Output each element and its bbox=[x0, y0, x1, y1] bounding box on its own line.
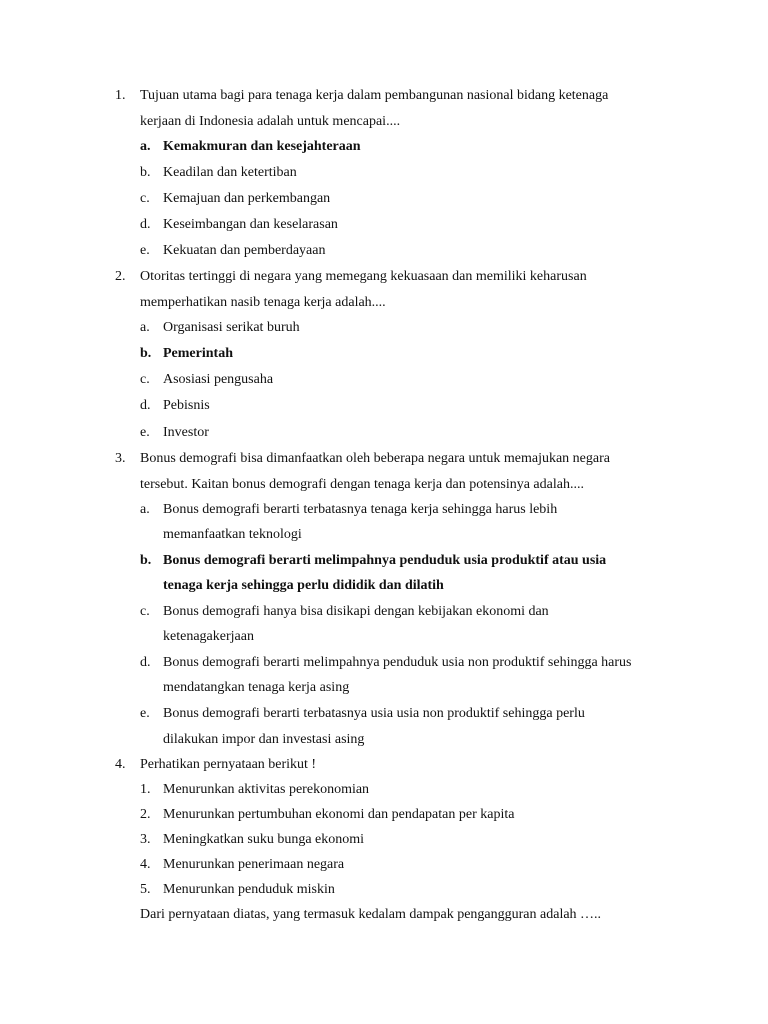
question-number: 4. bbox=[115, 757, 126, 772]
statement-number: 1. bbox=[140, 782, 151, 797]
option-letter: c. bbox=[140, 604, 150, 619]
question-text: Bonus demografi bisa dimanfaatkan oleh beberapa negara untuk memajukan negara bbox=[140, 451, 610, 466]
statement-text: Meningkatkan suku bunga ekonomi bbox=[163, 832, 365, 847]
option-letter: d. bbox=[140, 655, 151, 670]
option-text: Bonus demografi berarti terbatasnya tenaga kerja sehingga harus lebih bbox=[163, 502, 558, 517]
option-text: Pebisnis bbox=[163, 398, 210, 413]
statement-number: 5. bbox=[140, 882, 151, 897]
option-letter: c. bbox=[140, 191, 150, 206]
statement-number: 2. bbox=[140, 807, 151, 822]
option-text: Keadilan dan ketertiban bbox=[163, 165, 297, 180]
option-text: Pemerintah bbox=[163, 346, 233, 361]
question-number: 3. bbox=[115, 451, 126, 466]
option-letter: a. bbox=[140, 502, 150, 517]
question-text: Perhatikan pernyataan berikut ! bbox=[140, 757, 317, 772]
option-letter: d. bbox=[140, 217, 151, 232]
question-text: kerjaan di Indonesia adalah untuk mencapai.... bbox=[140, 114, 401, 129]
option-text: Organisasi serikat buruh bbox=[163, 320, 300, 335]
option-text: Bonus demografi berarti melimpahnya penduduk usia non produktif sehingga harus bbox=[163, 655, 632, 670]
statement-text: Menurunkan pertumbuhan ekonomi dan pendapatan per kapita bbox=[163, 807, 515, 822]
statement-number: 4. bbox=[140, 857, 151, 872]
question-text: tersebut. Kaitan bonus demografi dengan tenaga kerja dan potensinya adalah.... bbox=[140, 477, 584, 492]
option-letter: b. bbox=[140, 165, 151, 180]
option-letter: b. bbox=[140, 346, 152, 361]
option-text: Kekuatan dan pemberdayaan bbox=[163, 243, 326, 258]
option-letter: e. bbox=[140, 243, 150, 258]
option-letter: a. bbox=[140, 139, 151, 154]
option-text: Keseimbangan dan keselarasan bbox=[163, 217, 338, 232]
statement-text: Menurunkan aktivitas perekonomian bbox=[163, 782, 370, 797]
question-text: Tujuan utama bagi para tenaga kerja dalam pembangunan nasional bidang ketenaga bbox=[140, 88, 609, 103]
option-letter: d. bbox=[140, 398, 151, 413]
option-text: dilakukan impor dan investasi asing bbox=[163, 732, 365, 747]
option-text: memanfaatkan teknologi bbox=[163, 527, 302, 542]
option-text: ketenagakerjaan bbox=[163, 629, 254, 644]
option-text: mendatangkan tenaga kerja asing bbox=[163, 680, 350, 695]
question-closing: Dari pernyataan diatas, yang termasuk kedalam dampak pengangguran adalah ….. bbox=[140, 907, 602, 922]
question-number: 2. bbox=[115, 269, 126, 284]
statement-text: Menurunkan penduduk miskin bbox=[163, 882, 335, 897]
option-text: tenaga kerja sehingga perlu dididik dan dilatih bbox=[163, 578, 444, 593]
option-text: Kemajuan dan perkembangan bbox=[163, 191, 331, 206]
option-text: Bonus demografi hanya bisa disikapi dengan kebijakan ekonomi dan bbox=[163, 604, 549, 619]
option-text: Asosiasi pengusaha bbox=[163, 372, 274, 387]
option-letter: e. bbox=[140, 425, 150, 440]
option-text: Bonus demografi berarti melimpahnya penduduk usia produktif atau usia bbox=[163, 553, 607, 568]
option-text: Investor bbox=[163, 425, 209, 440]
question-number: 1. bbox=[115, 88, 126, 103]
statement-text: Menurunkan penerimaan negara bbox=[163, 857, 345, 872]
question-text: Otoritas tertinggi di negara yang memegang kekuasaan dan memiliki keharusan bbox=[140, 269, 587, 284]
option-text: Kemakmuran dan kesejahteraan bbox=[163, 139, 361, 154]
question-text: memperhatikan nasib tenaga kerja adalah.... bbox=[140, 295, 386, 310]
option-letter: c. bbox=[140, 372, 150, 387]
option-letter: a. bbox=[140, 320, 150, 335]
option-text: Bonus demografi berarti terbatasnya usia usia non produktif sehingga perlu bbox=[163, 706, 585, 721]
option-letter: b. bbox=[140, 553, 152, 568]
statement-number: 3. bbox=[140, 832, 151, 847]
option-letter: e. bbox=[140, 706, 150, 721]
